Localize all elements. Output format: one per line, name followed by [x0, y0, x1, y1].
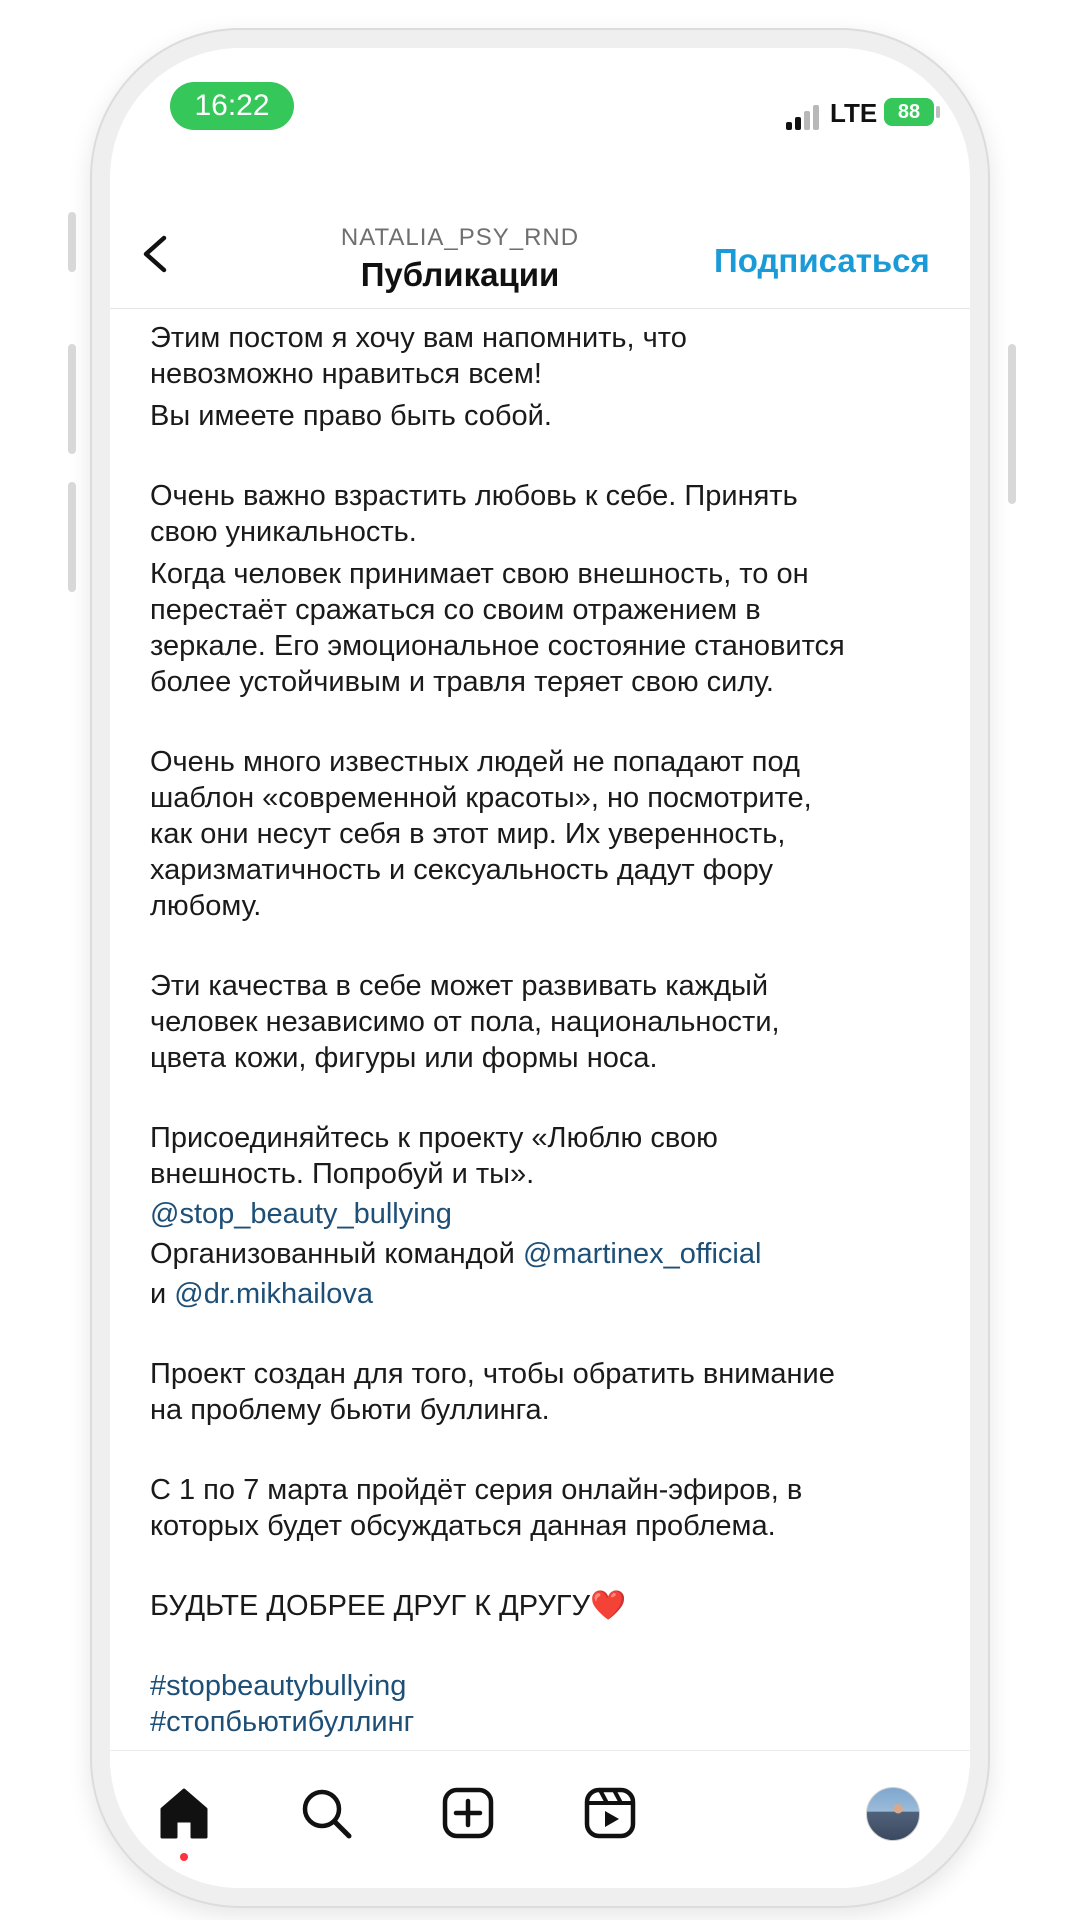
mention-stop-beauty-bullying[interactable]: @stop_beauty_bullying — [150, 1198, 452, 1230]
side-button-volume-down — [68, 482, 76, 592]
caption-line: зеркале. Его эмоциональное состояние становится — [150, 630, 845, 662]
caption-paragraph-1 — [150, 320, 930, 434]
hashtag-stopbyutibulling[interactable]: #стопбьютибуллинг — [150, 1706, 415, 1738]
network-type: LTE — [830, 98, 878, 128]
battery-icon — [884, 98, 934, 126]
caption-line: человек независимо от пола, национальности, — [150, 1006, 780, 1038]
caption-paragraph-6 — [150, 1356, 930, 1428]
caption-line: Очень важно взрастить любовь к себе. Принять — [150, 480, 798, 512]
side-button-power — [1008, 344, 1016, 504]
caption-line: Эти качества в себе может развивать каждый — [150, 970, 769, 1002]
caption-line: Вы имеете право быть собой. — [150, 400, 552, 432]
phone-screen — [110, 48, 970, 1888]
follow-button[interactable]: Подписаться — [714, 242, 930, 279]
caption-line: харизматичность и сексуальность дадут фору — [150, 854, 773, 886]
caption-line: свою уникальность. — [150, 516, 417, 548]
mention-martinex-official[interactable]: @martinex_official — [522, 1238, 762, 1270]
header-username[interactable]: NATALIA_PSY_RND — [340, 224, 580, 251]
reels-icon[interactable] — [580, 1783, 640, 1843]
mention-dr-mikhailova[interactable]: @dr.mikhailova — [174, 1278, 373, 1310]
caption-line: Этим постом я хочу вам напомнить, что — [150, 322, 687, 354]
caption-line-and — [150, 1276, 930, 1312]
battery-nub — [936, 106, 940, 118]
caption-paragraph-4 — [150, 968, 930, 1076]
caption-paragraph-5 — [150, 1120, 930, 1312]
caption-paragraph-8 — [150, 1588, 930, 1624]
active-tab-dot — [180, 1853, 188, 1861]
hashtags — [150, 1668, 930, 1740]
caption-line: как они несут себя в этот мир. Их уверенность, — [150, 818, 786, 850]
caption-line: Очень много известных людей не попадают под — [150, 746, 800, 778]
caption-line: Проект создан для того, чтобы обратить внимание — [150, 1358, 835, 1390]
battery-level: 88 — [897, 100, 921, 123]
search-icon[interactable] — [296, 1783, 356, 1843]
caption-line: Присоединяйтесь к проекту «Люблю свою — [150, 1122, 718, 1154]
caption-paragraph-7 — [150, 1472, 930, 1544]
caption-paragraph-3 — [150, 744, 930, 924]
caption-line: внешность. Попробуй и ты». — [150, 1158, 535, 1190]
new-post-icon[interactable] — [438, 1783, 498, 1843]
post-caption — [150, 320, 930, 1780]
caption-line: более устойчивым и травля теряет свою силу. — [150, 666, 774, 698]
heart-icon: ❤️ — [590, 1590, 627, 1622]
caption-line: БУДЬТЕ ДОБРЕЕ ДРУГ К ДРУГУ — [150, 1590, 591, 1622]
hashtag-stopbeautybullying[interactable]: #stopbeautybullying — [150, 1670, 407, 1702]
caption-paragraph-2 — [150, 478, 930, 700]
profile-avatar[interactable] — [866, 1787, 920, 1841]
caption-line: перестаёт сражаться со своим отражением в — [150, 594, 761, 626]
caption-line: цвета кожи, фигуры или формы носа. — [150, 1042, 658, 1074]
bottom-nav — [110, 1750, 970, 1888]
caption-line: на проблему бьюти буллинга. — [150, 1394, 550, 1426]
caption-line: любому. — [150, 890, 262, 922]
home-icon[interactable] — [154, 1783, 214, 1843]
page-title: Публикации — [360, 256, 560, 293]
signal-icon — [786, 104, 822, 130]
caption-line: шаблон «современной красоты», но посмотрите, — [150, 782, 812, 814]
caption-line: С 1 по 7 марта пройдёт серия онлайн-эфиров, в — [150, 1474, 803, 1506]
side-button-volume-up — [68, 344, 76, 454]
caption-line: невозможно нравиться всем! — [150, 358, 542, 390]
caption-line: которых будет обсуждаться данная проблема. — [150, 1510, 776, 1542]
caption-line: Когда человек принимает свою внешность, то он — [150, 558, 809, 590]
and-text: и — [150, 1278, 167, 1310]
organized-by-text: Организованный командой — [150, 1238, 515, 1270]
caption-line-organized — [150, 1236, 930, 1272]
side-button-mute — [68, 212, 76, 272]
header — [110, 178, 970, 309]
status-time: 16:22 — [170, 82, 294, 130]
